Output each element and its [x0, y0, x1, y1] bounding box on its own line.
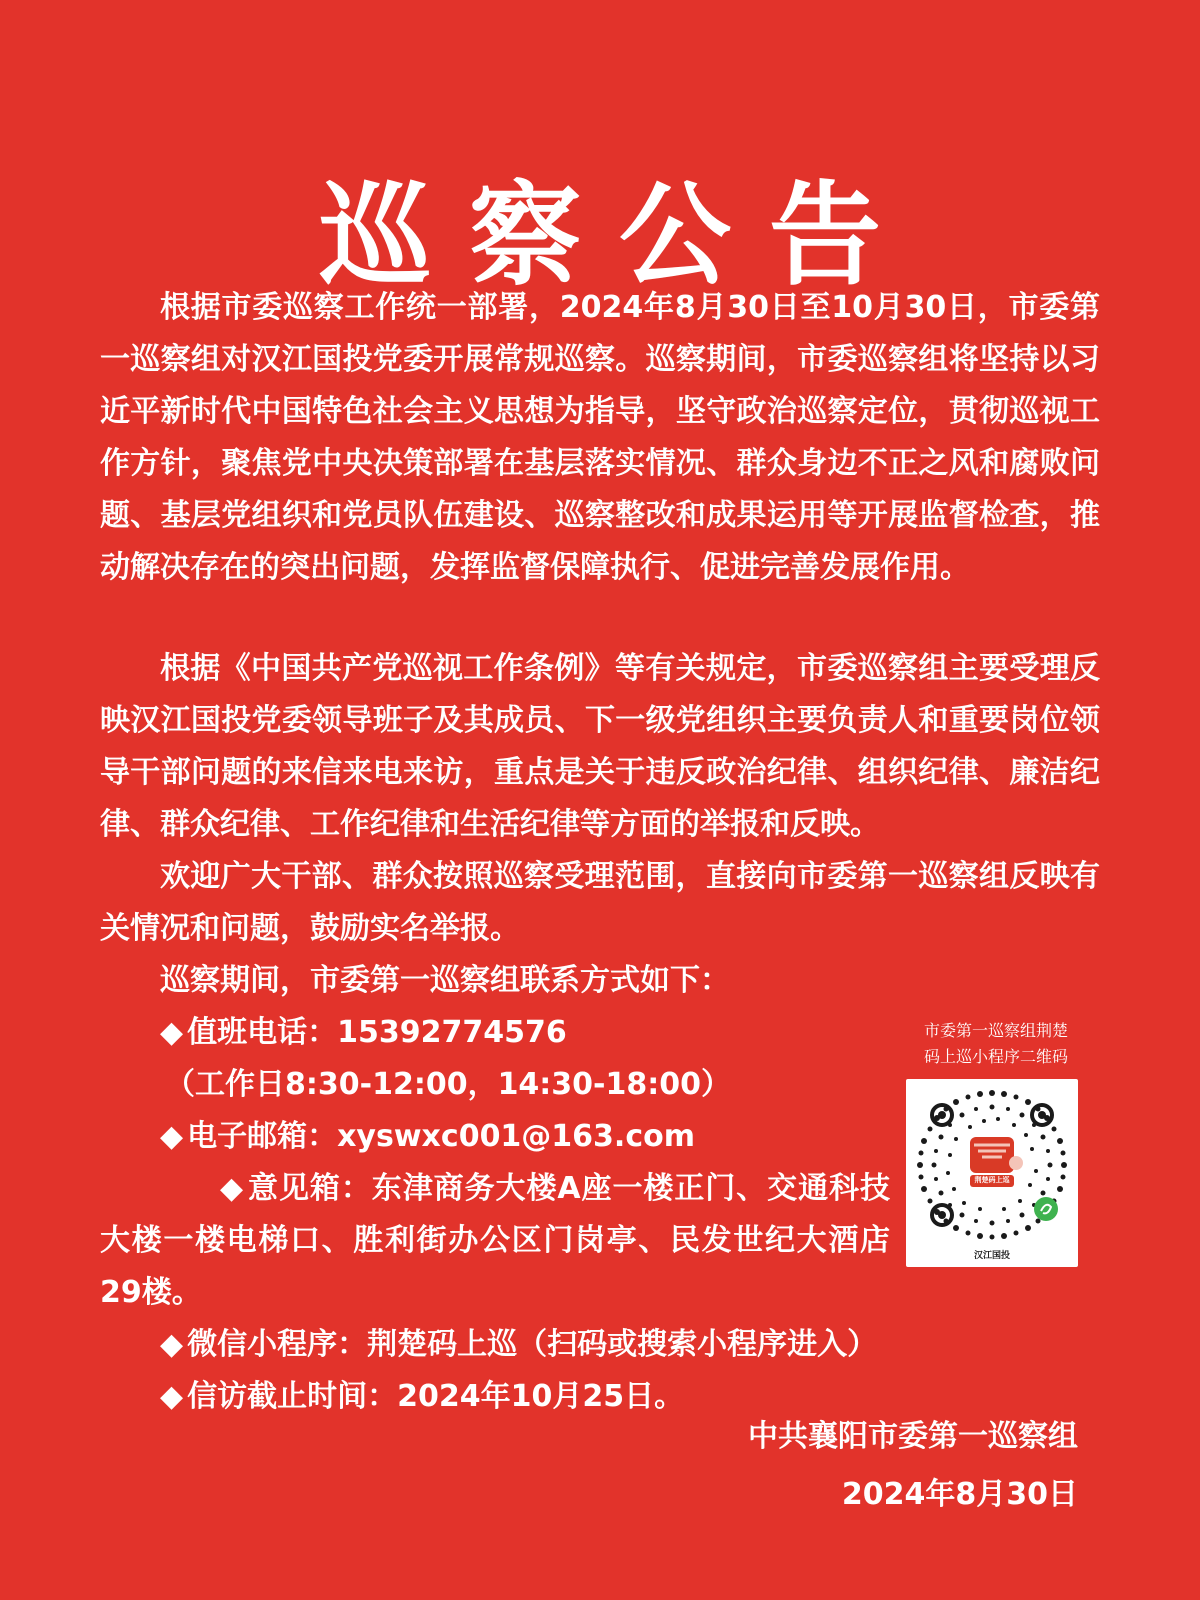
paragraph-text: 欢迎广大干部、群众按照巡察受理范围，直接向市委第一巡察组反映有关情况和问题，鼓励实名举报。 — [100, 859, 1100, 946]
diamond-bullet-icon: ◆ — [220, 1171, 244, 1206]
diamond-bullet-icon: ◆ — [160, 1327, 184, 1362]
diamond-bullet-icon: ◆ — [160, 1379, 184, 1414]
notice-paragraph-2 — [100, 643, 1100, 851]
qr-caption — [905, 1018, 1087, 1070]
qr-bottom-label: 汉江国投 — [973, 1251, 1010, 1261]
qr-badge-text: 荆楚码上巡 — [974, 1176, 1010, 1184]
qr-caption-line-1: 市委第一巡察组荆楚 — [923, 1021, 1068, 1040]
contact-miniprogram — [100, 1319, 900, 1371]
notice-title: 巡察公告 — [319, 171, 919, 302]
qr-caption-line-2: 码上巡小程序二维码 — [923, 1047, 1068, 1066]
contact-hours: （工作日8:30-12:00，14:30-18:00） — [165, 1067, 732, 1102]
deadline-text: 信访截止时间：2024年10月25日。 — [187, 1379, 685, 1414]
phone-text: 值班电话：15392774576 — [187, 1015, 567, 1050]
diamond-bullet-icon: ◆ — [160, 1119, 184, 1154]
contact-email — [100, 1111, 900, 1163]
contact-intro: 巡察期间，市委第一巡察组联系方式如下： — [160, 963, 730, 998]
miniprogram-text: 微信小程序：荆楚码上巡（扫码或搜索小程序进入） — [187, 1327, 878, 1362]
notice-paragraph-1 — [100, 282, 1100, 594]
paragraph-text: 根据《中国共产党巡视工作条例》等有关规定，市委巡察组主要受理反映汉江国投党委领导班子及其成员、下一级党组织主要负责人和重要岗位领导干部问题的来信来电来访，重点是关于违反政治纪律、组织纪律、廉洁纪律、群众纪律、工作纪律和生活纪律等方面的举报和反映。 — [100, 651, 1100, 842]
mailbox-text: 意见箱：东津商务大楼A座一楼正门、交通科技大楼一楼电梯口、胜利街办公区门岗亭、民发世纪大酒店29楼。 — [100, 1171, 890, 1310]
signature-org: 中共襄阳市委第一巡察组 — [748, 1419, 1078, 1454]
contact-phone — [100, 1007, 900, 1059]
diamond-bullet-icon: ◆ — [160, 1015, 184, 1050]
email-text: 电子邮箱：xyswxc001@163.com — [187, 1119, 695, 1154]
contact-info — [100, 955, 900, 1423]
signature-date: 2024年8月30日 — [841, 1477, 1078, 1512]
qr-code-icon — [912, 1085, 1072, 1245]
signature-block — [748, 1408, 1078, 1524]
qr-code[interactable] — [906, 1079, 1078, 1267]
notice-paragraph-3 — [100, 851, 1100, 955]
contact-mailbox — [100, 1163, 890, 1319]
paragraph-text: 根据市委巡察工作统一部署，2024年8月30日至10月30日，市委第一巡察组对汉江国投党委开展常规巡察。巡察期间，市委巡察组将坚持以习近平新时代中国特色社会主义思想为指导，坚守政治巡察定位，贯彻巡视工作方针，聚焦党中央决策部署在基层落实情况、群众身边不正之风和腐败问题、基层党组织和党员队伍建设、巡察整改和成果运用等开展监督检查，推动解决存在的突出问题，发挥监督保障执行、促进完善发展作用。 — [100, 290, 1100, 585]
